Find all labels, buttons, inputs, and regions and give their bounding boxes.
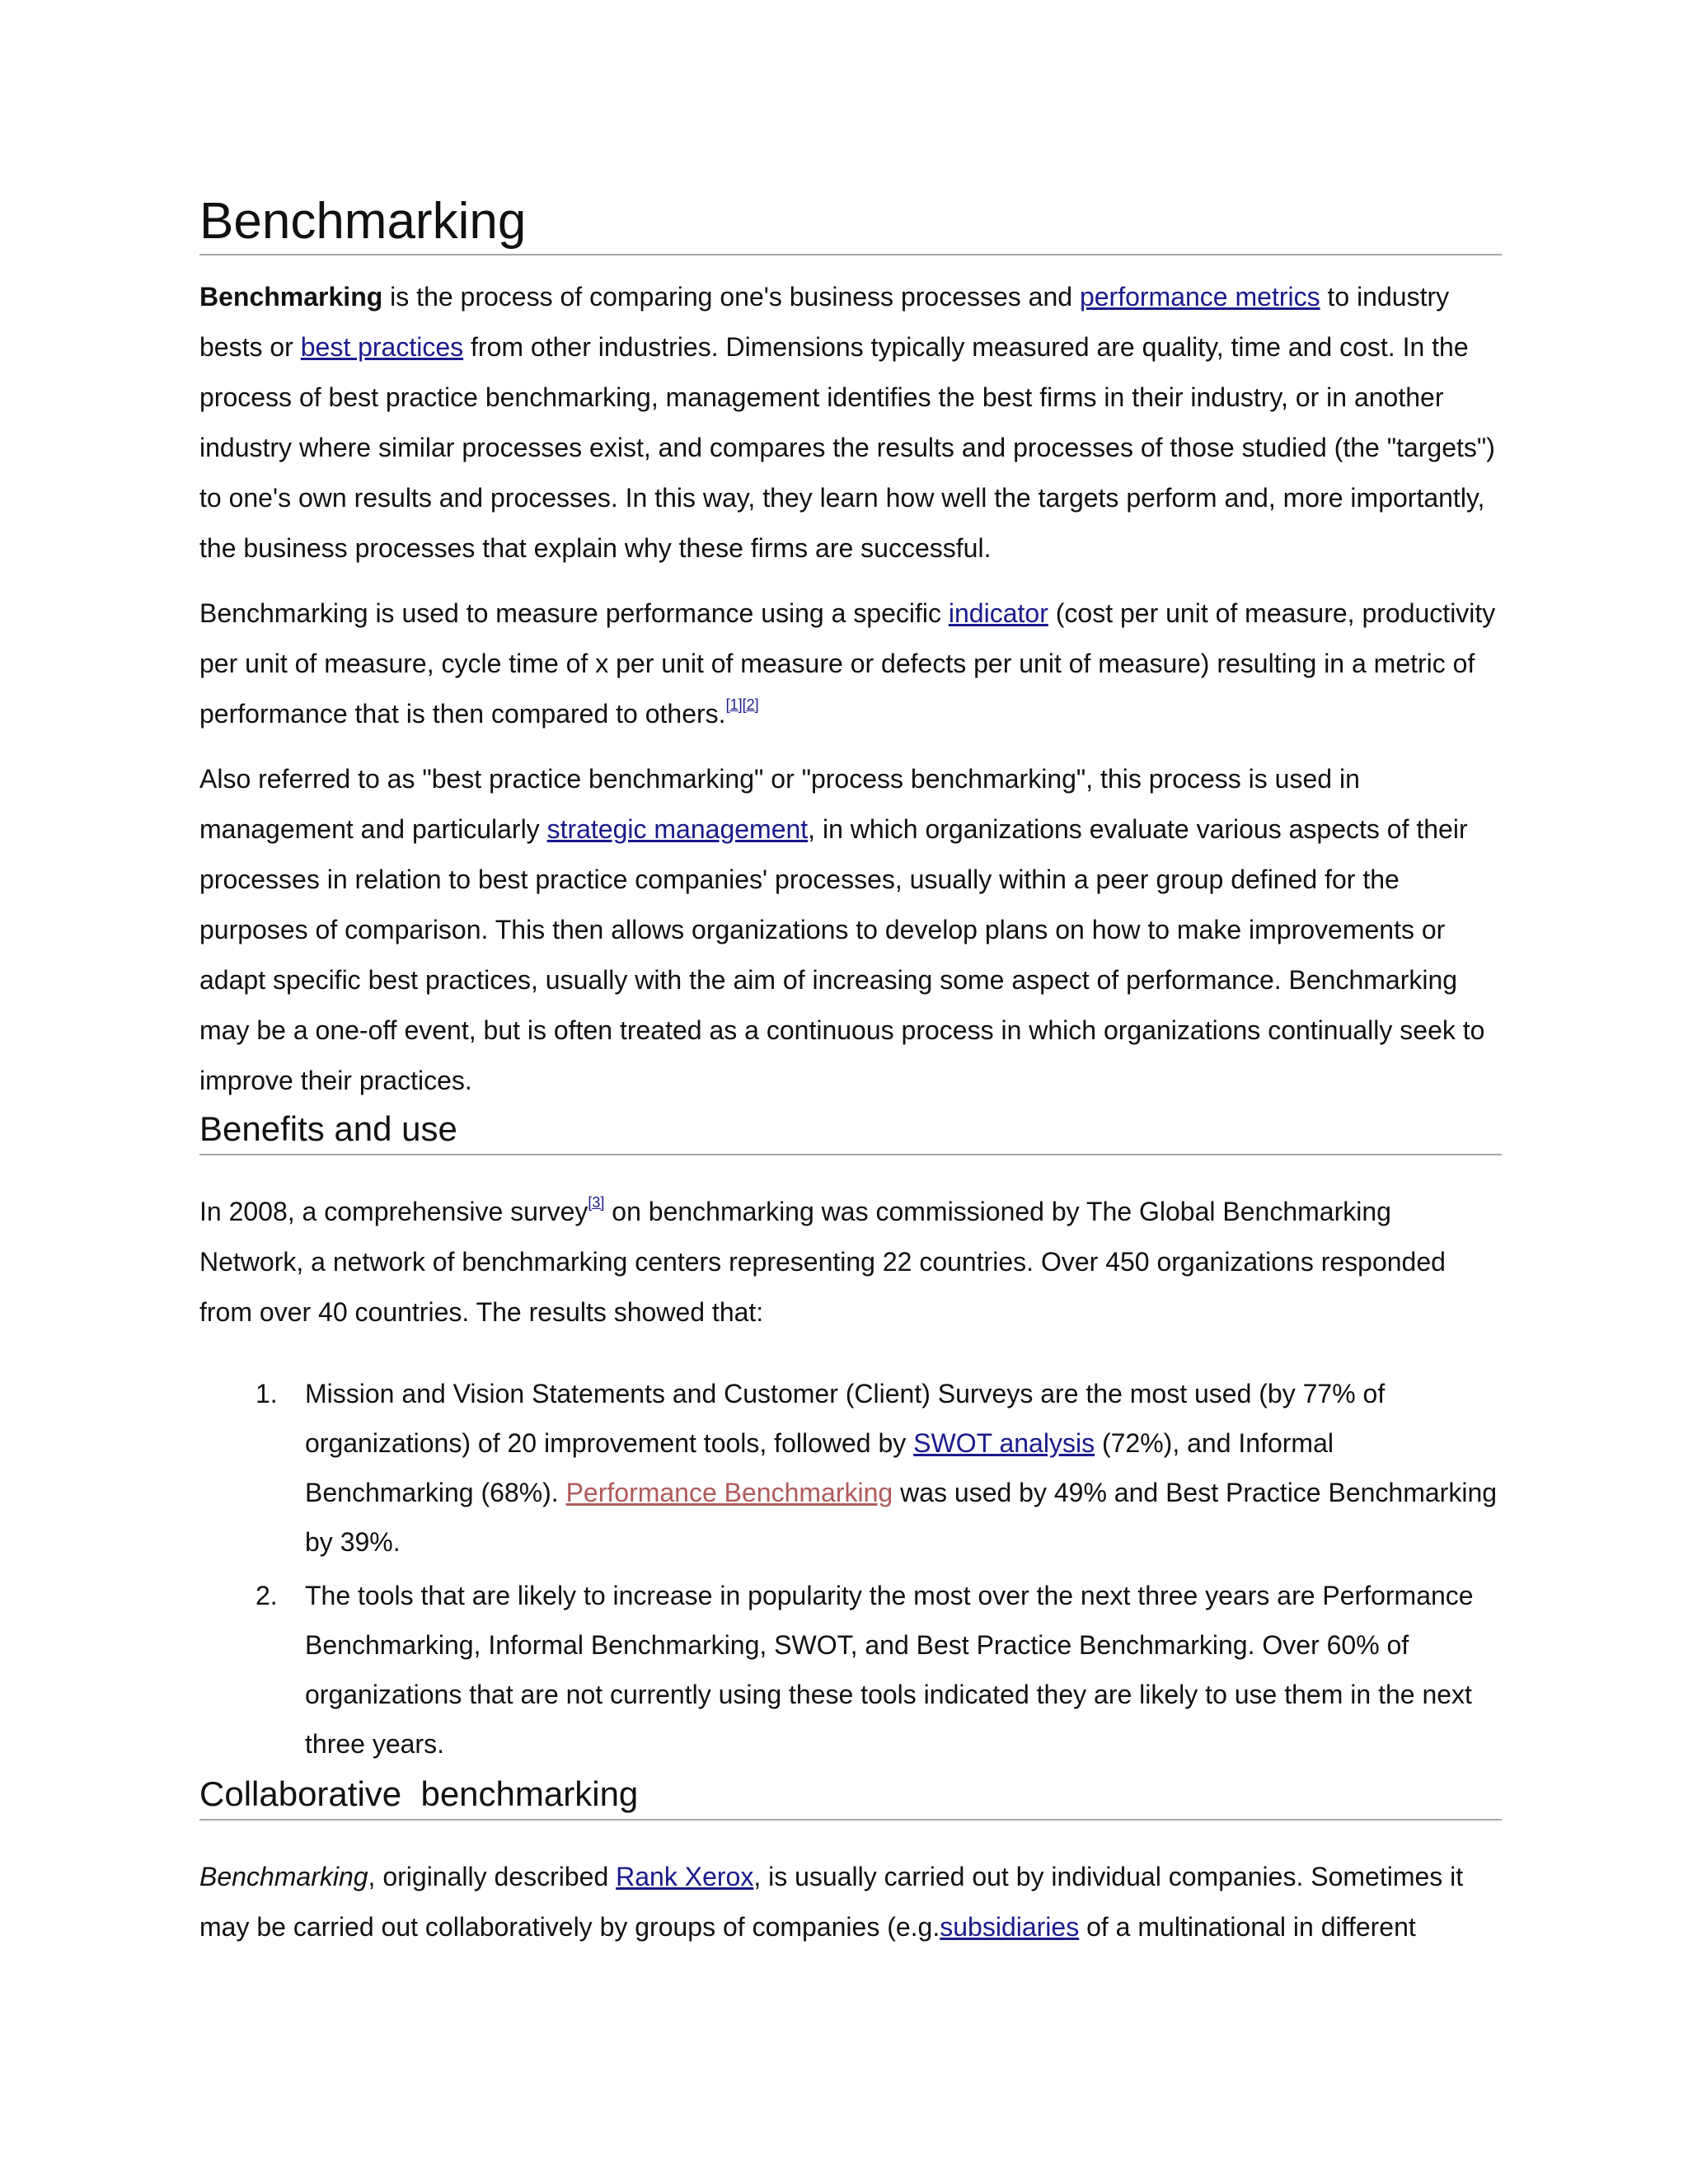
process-paragraph bbox=[199, 754, 1502, 1106]
performance-metrics-link[interactable]: performance metrics bbox=[1079, 282, 1320, 312]
collab-text-2: , is usually carried out by individual companies. Sometimes it may be carried out collaboratively by groups of companies (e.g. bbox=[199, 1862, 1464, 1942]
collab-text-3: of a multinational in different bbox=[1079, 1912, 1416, 1942]
indicator-link[interactable]: indicator bbox=[948, 598, 1048, 628]
list-item bbox=[199, 1369, 1502, 1567]
reference-2-link[interactable]: [2] bbox=[742, 696, 759, 713]
para3-text-1: Also referred to as "best practice benchmarking" or "process benchmarking", this process is used in management and particularly bbox=[199, 764, 1360, 844]
para2-text-1: Benchmarking is used to measure performance using a specific bbox=[199, 598, 949, 628]
intro-text-2: to industry bests or bbox=[199, 282, 1450, 362]
page-title: Benchmarking bbox=[199, 191, 1502, 255]
para3-text-2: , in which organizations evaluate various aspects of their processes in relation to best practice companies' processes, usually within a peer group defined for the purposes of comparison. This then allows organizations to develop plans on how to make improvements or adapt specific best practices, usually with the aim of increasing some aspect of performance. Benchmarking may be a one-off event, but is often treated as a continuous process in which organizations continually seek to improve their practices. bbox=[199, 814, 1485, 1095]
best-practices-link[interactable]: best practices bbox=[300, 332, 464, 362]
intro-paragraph bbox=[199, 272, 1502, 574]
list-number: 1. bbox=[256, 1379, 278, 1408]
strategic-management-link[interactable]: strategic management bbox=[546, 814, 809, 844]
collab-text-1: , originally described bbox=[368, 1862, 617, 1891]
item1-text-3: was used by 49% and Best Practice Benchmarking by 39%. bbox=[305, 1478, 1498, 1557]
survey-paragraph bbox=[199, 1187, 1502, 1338]
survey-text-2: on benchmarking was commissioned by The Global Benchmarking Network, a network of benchmarking centers representing 22 countries. Over 450 organizations responded from over 40 countries. The results showed that: bbox=[199, 1197, 1446, 1327]
item1-text-2: (72%), and Informal Benchmarking (68%). bbox=[305, 1428, 1334, 1507]
article bbox=[199, 191, 1502, 1952]
list-number: 2. bbox=[256, 1581, 278, 1610]
intro-lead-bold: Benchmarking bbox=[199, 282, 383, 312]
item2-text-1: The tools that are likely to increase in popularity the most over the next three years are Performance Benchmarking, Informal Benchmarking, SWOT, and Best Practice Benchmarking. Over 60% of organizations that are not currently using these tools indicated they are likely to use them in the next three years. bbox=[305, 1581, 1474, 1759]
intro-text-1: is the process of comparing one's business processes and bbox=[382, 282, 1080, 312]
subsidiaries-link[interactable]: subsidiaries bbox=[940, 1912, 1080, 1942]
survey-text-1: In 2008, a comprehensive survey bbox=[199, 1197, 588, 1226]
item1-text-1: Mission and Vision Statements and Customer (Client) Surveys are the most used (by 77% of organizations) of 20 improvement tools, followed by bbox=[305, 1379, 1386, 1458]
collaborative-paragraph bbox=[199, 1852, 1502, 1952]
swot-analysis-link[interactable]: SWOT analysis bbox=[913, 1428, 1095, 1458]
reference-1-link[interactable]: [1] bbox=[725, 696, 743, 713]
benefits-heading: Benefits and use bbox=[199, 1108, 1502, 1155]
intro-text-3: from other industries. Dimensions typically measured are quality, time and cost. In the process of best practice benchmarking, management identifies the best firms in their industry, or in another industry where similar processes exist, and compares the results and processes of those studied (the "targets") to one's own results and processes. In this way, they learn how well the targets perform and, more importantly, the business processes that explain why these firms are successful. bbox=[199, 332, 1495, 563]
reference-3-link[interactable]: [3] bbox=[588, 1194, 605, 1211]
collab-italic: Benchmarking bbox=[199, 1862, 368, 1891]
performance-benchmarking-link[interactable]: Performance Benchmarking bbox=[565, 1478, 893, 1507]
indicator-paragraph bbox=[199, 588, 1502, 739]
rank-xerox-link[interactable]: Rank Xerox bbox=[616, 1862, 754, 1891]
para2-text-2: (cost per unit of measure, productivity per unit of measure, cycle time of x per unit of measure or defects per unit of measure) resulting in a metric of performance that is then compared to others. bbox=[199, 598, 1496, 729]
list-item bbox=[199, 1571, 1502, 1769]
survey-results-list bbox=[199, 1369, 1502, 1769]
collaborative-heading: Collaborative benchmarking bbox=[199, 1773, 1502, 1821]
